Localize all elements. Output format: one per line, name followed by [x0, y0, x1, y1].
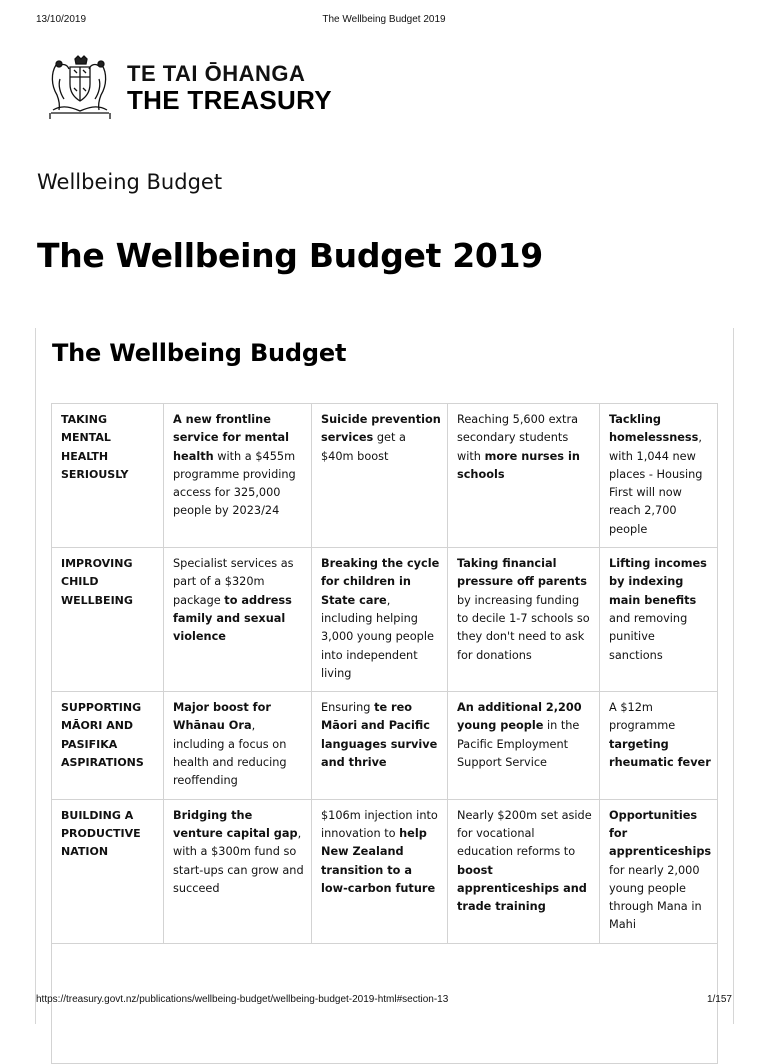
cell-text-bold: Major boost for Whānau Ora [173, 701, 271, 733]
table-cell [600, 799, 718, 943]
table-cell [448, 799, 600, 943]
table-cell [448, 692, 600, 799]
cell-text-bold: help New Zealand transition to a low-carbon future [321, 826, 436, 895]
cell-text: $106m injection into innovation to [321, 808, 438, 840]
cell-text: Reaching 5,600 extra secondary students with [457, 413, 579, 463]
table-cell [448, 404, 600, 548]
cell-text-bold: Tackling homelessness [609, 413, 699, 445]
wellbeing-priorities-table [51, 403, 718, 1064]
table-cell [164, 799, 312, 943]
print-header [0, 14, 768, 28]
cell-text-bold: Breaking the cycle for children in State care [321, 557, 440, 607]
cell-text: , with 1,044 new places - Housing First will now reach 2,700 people [609, 431, 703, 536]
cell-text: A $12m programme [609, 701, 676, 733]
table-cell [312, 799, 448, 943]
cell-text: for nearly 2,000 young people through Mana in Mahi [609, 863, 702, 932]
cell-text-bold: Taking financial pressure off parents [457, 557, 587, 589]
coat-of-arms-icon [47, 55, 113, 119]
cell-text-bold: Bridging the venture capital gap [173, 808, 298, 840]
logo-maori-name: TE TAI ŌHANGA [127, 61, 306, 86]
table-row [52, 799, 718, 943]
print-title: The Wellbeing Budget 2019 [322, 14, 446, 25]
infographic-title: The Wellbeing Budget [52, 339, 347, 367]
table-cell [312, 404, 448, 548]
cell-text-bold: te reo Māori and Pacific languages survive and thrive [321, 701, 438, 770]
table-cell [164, 692, 312, 799]
cell-text-bold: An additional 2,200 young people [457, 701, 582, 733]
table-cell [600, 404, 718, 548]
cell-text-bold: Suicide prevention services [321, 413, 441, 445]
cell-text-bold: Opportunities for apprenticeships [609, 808, 712, 859]
page-url: https://treasury.govt.nz/publications/wellbeing-budget/wellbeing-budget-2019-html#section-13 [36, 994, 449, 1005]
row-heading: TAKING MENTAL HEALTH SERIOUSLY [52, 404, 164, 548]
cell-text: , with a $300m fund so start-ups can grow and succeed [173, 826, 304, 895]
table-row [52, 548, 718, 692]
row-heading: SUPPORTING MĀORI AND PASIFIKA ASPIRATIONS [52, 692, 164, 799]
treasury-logo[interactable] [47, 55, 367, 125]
cell-text-bold: targeting rheumatic fever [609, 737, 711, 770]
page-number: 1/157 [706, 994, 732, 1005]
table-row [52, 404, 718, 548]
cell-text: Ensuring [321, 701, 375, 715]
logo-english-name: THE TREASURY [127, 85, 332, 115]
cell-text-bold: more nurses in schools [457, 449, 580, 481]
cell-text: by increasing funding to decile 1-7 schools so they don't need to ask for donations [457, 593, 590, 662]
cell-text: and removing punitive sanctions [609, 611, 688, 662]
row-heading: IMPROVING CHILD WELLBEING [52, 548, 164, 692]
cell-text-bold: A new frontline service for mental health [173, 413, 290, 463]
table-cell [448, 548, 600, 692]
cell-text-bold: to address family and sexual violence [173, 593, 292, 644]
page-title: The Wellbeing Budget 2019 [37, 236, 543, 275]
cell-text: , including a focus on health and reducing reoffending [173, 719, 287, 788]
cell-text: , including helping 3,000 young people into independent living [321, 593, 434, 680]
cell-text: Nearly $200m set aside for vocational education reforms to [457, 808, 592, 859]
cell-text: Specialist services as part of a $320m package [173, 557, 294, 607]
table-cell [312, 692, 448, 799]
cell-text-bold: boost apprenticeships and trade training [457, 863, 587, 914]
cell-text: get a $40m boost [321, 431, 406, 463]
cell-text: in the Pacific Employment Support Service [457, 719, 580, 770]
table-cell [164, 404, 312, 548]
table-row [52, 692, 718, 799]
row-heading: BUILDING A PRODUCTIVE NATION [52, 799, 164, 943]
table-cell [600, 692, 718, 799]
table-cell [600, 548, 718, 692]
cell-text-bold: Lifting incomes by indexing main benefits [609, 557, 707, 607]
table-cell [312, 548, 448, 692]
table-cell [164, 548, 312, 692]
print-footer [0, 994, 768, 1008]
section-label[interactable]: Wellbeing Budget [37, 170, 223, 194]
cell-text: with a $455m programme providing access for 325,000 people by 2023/24 [173, 449, 296, 518]
print-date: 13/10/2019 [36, 14, 87, 25]
